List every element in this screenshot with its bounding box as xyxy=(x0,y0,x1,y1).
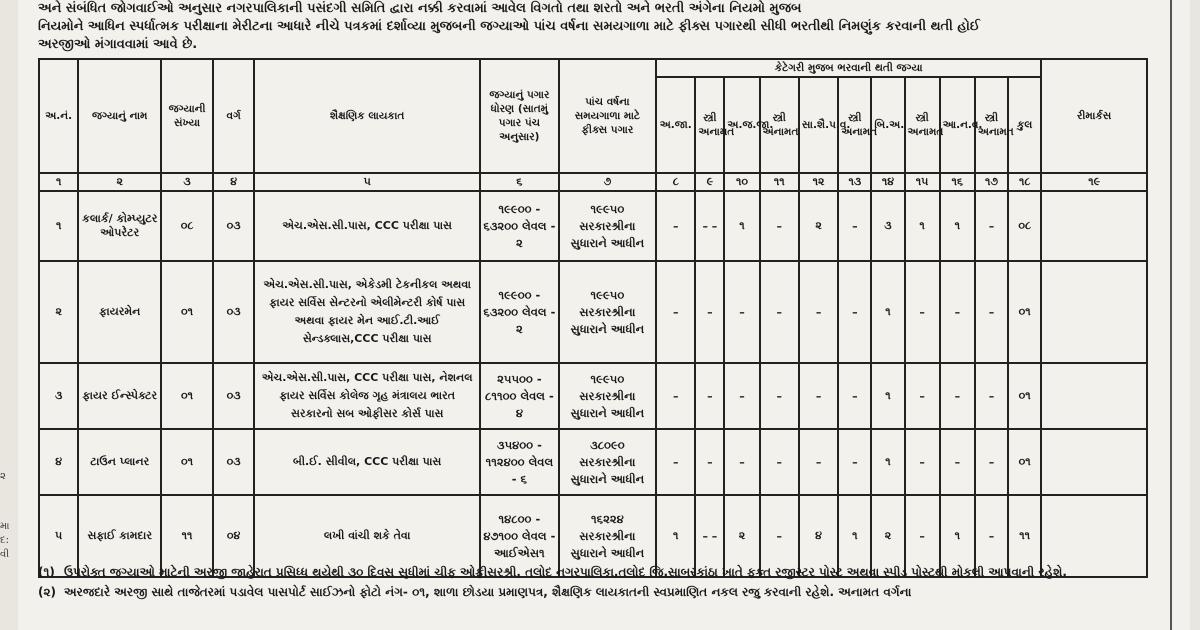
table-row xyxy=(39,429,1147,495)
row-category-value: – xyxy=(760,495,799,577)
row-category-value: – xyxy=(656,429,695,495)
column-number: ૧૮ xyxy=(1008,173,1041,191)
row-total: ૧૧ xyxy=(1008,495,1041,577)
row-count: ૦૮ xyxy=(161,191,213,261)
row-total: ૦૧ xyxy=(1008,261,1041,363)
header-count: જગ્યાની સંખ્યા xyxy=(161,59,213,173)
left-fragment: દ: xyxy=(0,535,9,546)
row-sr: ૨ xyxy=(39,261,78,363)
row-qualification: બી.ઈ. સીવીલ, CCC પરીક્ષા પાસ xyxy=(254,429,480,495)
row-qualification: લખી વાંચી શકે તેવા xyxy=(254,495,480,577)
row-pay-scale: ૩૫૪૦૦ - ૧૧૨૪૦૦ લેવલ - ૬ xyxy=(480,429,559,495)
row-post: કલાર્ક/ કોમ્પ્યુટર ઓપરેટર xyxy=(78,191,161,261)
left-fragment: વી xyxy=(0,549,10,560)
row-post: ટાઉન પ્લાનર xyxy=(78,429,161,495)
column-number: ૨ xyxy=(78,173,161,191)
row-category-value: – xyxy=(940,363,975,429)
row-category-value: ૧ xyxy=(656,495,695,577)
row-category-value: – xyxy=(940,261,975,363)
row-category-value: – xyxy=(695,261,724,363)
header-category: આ.ન.વ. xyxy=(940,77,975,173)
row-class: ૦૩ xyxy=(213,429,254,495)
intro-line: અરજીઓ મંગાવવામાં આવે છે. xyxy=(38,37,198,52)
note-text: ઉપરોક્ત જગ્યાઓ માટેની અરજી જાહેરાત પ્રસિધ્ધ થયેથી ૩૦ દિવસ સુધીમાં ચીફ ઓફીસરશ્રી, તલોદ નગરપાલિકા,તલોદ જિ.સાબરકાંઠા ખાતે ફક્ત રજીસ્ટર પોસ્ટ અથવા સ્પીડ પોસ્ટથી મોકલી આપવાની રહેશે. xyxy=(64,565,1067,579)
column-number: ૭ xyxy=(559,173,656,191)
row-category-value: – xyxy=(975,363,1008,429)
header-pay-scale: જગ્યાનું પગાર ધોરણ (સાતમું પગાર પંચ અનુસાર) xyxy=(480,59,559,173)
row-qualification: એચ.એસ.સી.પાસ, એકેડમી ટેકનીકલ અથવા ફાયર સર્વિસ સેન્ટરનો એલીમેન્ટરી કોર્ષ પાસ અથવા ફાયર મેન આઈ.ટી.આઈ સેન્ડક્લાસ,CCC પરીક્ષા પાસ xyxy=(254,261,480,363)
row-remarks xyxy=(1041,363,1147,429)
row-category-value: ૨ xyxy=(871,495,904,577)
row-category-value: – xyxy=(799,429,838,495)
note-number: (૧) xyxy=(38,565,55,579)
row-category-value: – xyxy=(940,429,975,495)
row-category-value: – – xyxy=(695,495,724,577)
row-category-value: – xyxy=(905,363,940,429)
header-category-group: કેટેગરી મુજબ ભરવાની થતી જગ્યા xyxy=(656,59,1041,77)
intro-line: અને સંબંધિત જોગવાઈઓ અનુસાર નગરપાલિકાની પસંદગી સમિતિ દ્વારા નક્કી કરવામાં આવેલ વિગતો તથા શરતો અને ભરતી અંગેના નિયમો મુજબ xyxy=(38,1,802,16)
note-number: (૨) xyxy=(38,585,57,599)
column-number: ૧૦ xyxy=(724,173,759,191)
row-category-value: – xyxy=(975,495,1008,577)
row-category-value: – xyxy=(760,191,799,261)
row-category-value: – xyxy=(975,261,1008,363)
row-sr: ૪ xyxy=(39,429,78,495)
row-category-value: – xyxy=(975,429,1008,495)
column-number: ૧૧ xyxy=(760,173,799,191)
intro-paragraph xyxy=(38,0,1148,54)
left-fragment: ૨ xyxy=(0,471,6,482)
row-category-value: ૪ xyxy=(799,495,838,577)
header-qualification: શૈક્ષણિક લાયકાત xyxy=(254,59,480,173)
row-category-value: ૧ xyxy=(838,495,871,577)
column-number: ૯ xyxy=(695,173,724,191)
column-number: ૧૪ xyxy=(871,173,904,191)
column-number: ૧૨ xyxy=(799,173,838,191)
header-category: અ.જા. xyxy=(656,77,695,173)
row-pay-scale: ૧૯૯૦૦ - ૬૩૨૦૦ લેવલ - ૨ xyxy=(480,261,559,363)
header-fixed-pay: પાંચ વર્ષના સમયગાળા માટે ફીક્સ પગાર xyxy=(559,59,656,173)
row-category-value: – xyxy=(724,429,759,495)
column-divider xyxy=(1170,0,1172,630)
column-number: ૧૯ xyxy=(1041,173,1147,191)
row-category-value: – – xyxy=(695,191,724,261)
left-fragment: મા xyxy=(0,521,10,532)
header-remarks: રીમાર્કસ xyxy=(1041,59,1147,173)
row-post: ફાયર ઈન્સ્પેક્ટર xyxy=(78,363,161,429)
row-total: ૦૮ xyxy=(1008,191,1041,261)
row-sr: ૫ xyxy=(39,495,78,577)
row-category-value: – xyxy=(724,261,759,363)
row-category-value: ૧ xyxy=(871,261,904,363)
row-class: ૦૩ xyxy=(213,363,254,429)
row-sr: ૩ xyxy=(39,363,78,429)
note-text: અરજદારે અરજી સાથે તાજેતરમાં પડાવેલ પાસપોર્ટ સાઈઝનો ફોટો નંગ- ૦૧, શાળા છોડયા પ્રમાણપત્ર, શૈક્ષણિક લાયકાતની સ્વપ્રમાણિત નકલ રજુ કરવાની રહેશે. અનામત વર્ગના xyxy=(64,585,912,599)
column-number: ૫ xyxy=(254,173,480,191)
row-remarks xyxy=(1041,261,1147,363)
column-number: ૧૫ xyxy=(905,173,940,191)
row-category-value: – xyxy=(838,429,871,495)
row-class: ૦૪ xyxy=(213,495,254,577)
column-number: ૧૩ xyxy=(838,173,871,191)
header-category: સ્ત્રી અનામત xyxy=(760,77,799,173)
header-class: વર્ગ xyxy=(213,59,254,173)
intro-line: નિયમોને આધિન સ્પર્ધાત્મક પરીક્ષાના મેરીટના આધારે નીચે પત્રકમાં દર્શાવ્યા મુજબની જગ્યાઓ પાંચ વર્ષના સમયગાળા માટે ફીક્સ પગારથી સીધી ભરતીથી નિમણુંક કરવાની થતી હોઈ xyxy=(38,19,980,34)
column-number: ૧ xyxy=(39,173,78,191)
row-class: ૦૩ xyxy=(213,261,254,363)
row-fixed-pay: ૧૯૯૫૦ સરકારશ્રીના સુધારાને આધીન xyxy=(559,363,656,429)
header-category: અ.જ.જા. xyxy=(724,77,759,173)
row-fixed-pay: ૩૮૦૯૦ સરકારશ્રીના સુધારાને આધીન xyxy=(559,429,656,495)
row-fixed-pay: ૧૯૯૫૦ સરકારશ્રીના સુધારાને આધીન xyxy=(559,191,656,261)
row-remarks xyxy=(1041,429,1147,495)
table-row xyxy=(39,363,1147,429)
row-category-value: – xyxy=(799,363,838,429)
row-pay-scale: ૧૯૯૦૦ - ૬૩૨૦૦ લેવલ - ૨ xyxy=(480,191,559,261)
table-row xyxy=(39,261,1147,363)
notes-section xyxy=(38,562,1148,602)
row-class: ૦૩ xyxy=(213,191,254,261)
row-pay-scale: ૧૪૮૦૦ - ૪૭૧૦૦ લેવલ - આઈએસ૧ xyxy=(480,495,559,577)
column-number: ૪ xyxy=(213,173,254,191)
row-category-value: ૧ xyxy=(724,191,759,261)
row-fixed-pay: ૧૯૯૫૦ સરકારશ્રીના સુધારાને આધીન xyxy=(559,261,656,363)
row-category-value: – xyxy=(905,261,940,363)
column-number: ૧૭ xyxy=(975,173,1008,191)
header-sr: અ.નં. xyxy=(39,59,78,173)
header-category: સ્ત્રી અનામત xyxy=(695,77,724,173)
row-category-value: – xyxy=(905,429,940,495)
note-item xyxy=(38,562,1148,582)
header-category: બિ.અ. xyxy=(871,77,904,173)
row-total: ૦૧ xyxy=(1008,363,1041,429)
row-category-value: – xyxy=(724,363,759,429)
row-category-value: – xyxy=(838,191,871,261)
row-category-value: ૨ xyxy=(724,495,759,577)
row-category-value: – xyxy=(838,261,871,363)
table-row xyxy=(39,191,1147,261)
header-category: કુલ xyxy=(1008,77,1041,173)
adjacent-column-fragments xyxy=(0,470,18,562)
header-category: સ્ત્રી અનામત xyxy=(838,77,871,173)
row-category-value: – xyxy=(975,191,1008,261)
row-count: ૦૧ xyxy=(161,363,213,429)
row-category-value: – xyxy=(656,261,695,363)
row-category-value: ૩ xyxy=(871,191,904,261)
row-category-value: ૧ xyxy=(940,191,975,261)
row-pay-scale: ૨૫૫૦૦ - ૮૧૧૦૦ લેવલ - ૪ xyxy=(480,363,559,429)
header-category: સ્ત્રી અનામત xyxy=(975,77,1008,173)
header-category: સ્ત્રી અનામત xyxy=(905,77,940,173)
row-count: ૦૧ xyxy=(161,261,213,363)
column-number: ૬ xyxy=(480,173,559,191)
row-category-value: – xyxy=(799,261,838,363)
row-qualification: એચ.એસ.સી.પાસ, CCC પરીક્ષા પાસ xyxy=(254,191,480,261)
header-post: જગ્યાનું નામ xyxy=(78,59,161,173)
vacancy-table xyxy=(38,58,1148,578)
row-category-value: – xyxy=(656,363,695,429)
column-number: ૮ xyxy=(656,173,695,191)
row-category-value: – xyxy=(760,261,799,363)
row-category-value: ૧ xyxy=(871,429,904,495)
row-qualification: એચ.એસ.સી.પાસ, CCC પરીક્ષા પાસ, નેશનલ ફાયર સર્વિસ કોલેજ ગૃહ મંત્રાલય ભારત સરકારનો સબ ઓફીસર કોર્સ પાસ xyxy=(254,363,480,429)
row-post: સફાઈ કામદાર xyxy=(78,495,161,577)
row-category-value: ૧ xyxy=(940,495,975,577)
row-category-value: – xyxy=(838,363,871,429)
row-post: ફાયરમેન xyxy=(78,261,161,363)
note-item xyxy=(38,582,1148,602)
header-category: સા.શૈ.પ.વ. xyxy=(799,77,838,173)
column-number: ૩ xyxy=(161,173,213,191)
row-count: ૧૧ xyxy=(161,495,213,577)
column-number: ૧૬ xyxy=(940,173,975,191)
row-total: ૦૧ xyxy=(1008,429,1041,495)
row-fixed-pay: ૧૬૨૨૪ સરકારશ્રીના સુધારાને આધીન xyxy=(559,495,656,577)
row-category-value: – xyxy=(905,495,940,577)
row-category-value: ૨ xyxy=(799,191,838,261)
row-category-value: ૧ xyxy=(871,363,904,429)
row-category-value: – xyxy=(695,363,724,429)
row-category-value: ૧ xyxy=(905,191,940,261)
row-category-value: – xyxy=(695,429,724,495)
row-sr: ૧ xyxy=(39,191,78,261)
row-count: ૦૧ xyxy=(161,429,213,495)
row-category-value: – xyxy=(656,191,695,261)
row-category-value: – xyxy=(760,429,799,495)
row-remarks xyxy=(1041,191,1147,261)
row-category-value: – xyxy=(760,363,799,429)
